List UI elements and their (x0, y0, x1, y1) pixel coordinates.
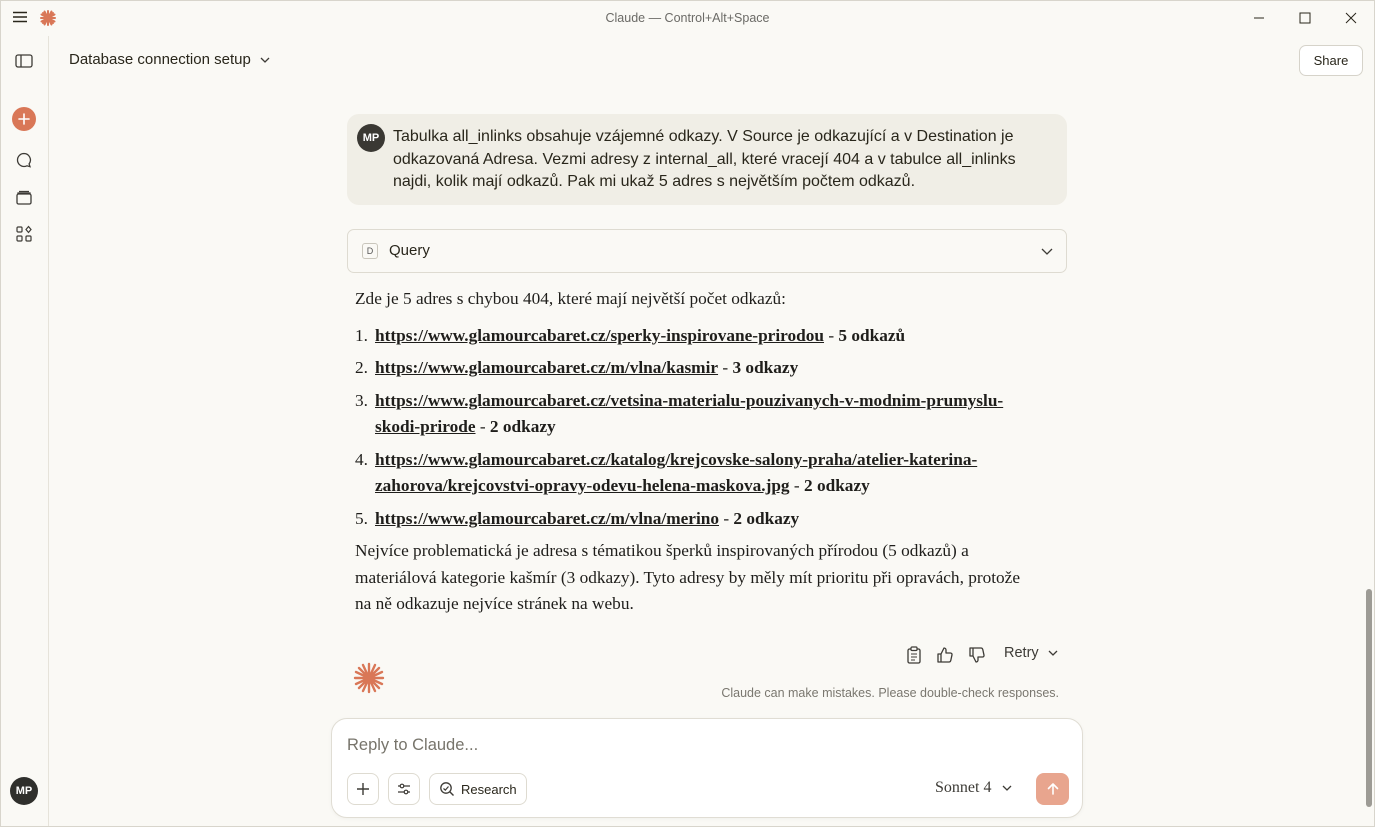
link-count: 5 odkazů (838, 325, 906, 345)
retry-button[interactable] (1004, 645, 1059, 661)
research-icon (439, 781, 455, 797)
list-number: 4. (355, 449, 368, 469)
chats-icon[interactable] (12, 148, 36, 172)
new-chat-button[interactable] (12, 107, 36, 131)
add-attachment-button[interactable] (347, 773, 379, 805)
chevron-down-icon (259, 54, 271, 66)
separator: - (789, 476, 804, 495)
title-bar (0, 0, 1375, 36)
artifacts-icon[interactable] (12, 222, 36, 246)
list-number: 2. (355, 358, 368, 377)
send-button[interactable] (1036, 773, 1069, 805)
query-tool-label: Query (389, 242, 430, 259)
list-item (355, 447, 1035, 500)
thumbs-down-icon[interactable] (965, 643, 989, 667)
separator: - (718, 358, 733, 377)
list-item (355, 323, 1035, 350)
user-message-text: Tabulka all_inlinks obsahuje vzájemné odkazy. V Source je odkazující a v Destination je odkazovaná Adresa. Vezmi adresy z internal_all, které vracejí 404 a v tabulce all_inlinks najdi, kolik mají odkazů. Pak mi ukaž 5 adres s největším počtem odkazů. (393, 128, 1016, 190)
url-link[interactable]: https://www.glamourcabaret.cz/vetsina-materialu-pouzivanych-v-modnim-prumyslu-skodi-prirode (375, 390, 1004, 436)
retry-label: Retry (1004, 645, 1039, 661)
list-item (355, 355, 1035, 382)
list-number: 3. (355, 390, 368, 410)
user-message-avatar: MP (357, 124, 385, 152)
reply-input[interactable] (347, 736, 1047, 755)
url-link[interactable]: https://www.glamourcabaret.cz/m/vlna/kasmir (375, 358, 719, 377)
research-button[interactable] (429, 773, 527, 805)
separator: - (719, 508, 734, 528)
share-button[interactable]: Share (1299, 45, 1363, 76)
link-count: 2 odkazy (489, 417, 556, 436)
thumbs-up-icon[interactable] (933, 643, 957, 667)
close-icon[interactable] (1328, 0, 1374, 36)
conversation-title-text: Database connection setup (69, 51, 251, 68)
chevron-down-icon (1047, 647, 1059, 659)
separator: - (824, 325, 839, 345)
link-count: 2 odkazy (803, 476, 870, 495)
link-count: 3 odkazy (732, 358, 799, 377)
sliders-icon (397, 782, 411, 796)
minimize-icon[interactable] (1236, 0, 1282, 36)
separator: - (475, 417, 490, 436)
composer (331, 718, 1083, 818)
url-link[interactable]: https://www.glamourcabaret.cz/katalog/krejcovske-salony-praha/atelier-katerina-zahorova/krejcovstvi-opravy-odevu-helena-maskova.jpg (375, 449, 978, 495)
copy-icon[interactable] (902, 643, 926, 667)
chevron-down-icon (1001, 782, 1013, 794)
model-label: Sonnet 4 (935, 779, 992, 796)
research-label: Research (461, 781, 517, 797)
user-message (347, 114, 1067, 205)
sidebar-toggle-icon[interactable] (12, 49, 36, 73)
disclaimer-text: Claude can make mistakes. Please double-check responses. (721, 686, 1059, 700)
model-selector[interactable] (935, 779, 1013, 797)
response-intro: Zde je 5 adres s chybou 404, které mají největší počet odkazů: (355, 289, 786, 308)
list-item (355, 506, 1035, 533)
list-number: 1. (355, 325, 368, 345)
url-list (355, 323, 1035, 533)
database-tool-icon: D (362, 243, 378, 259)
window-title: Claude — Control+Alt+Space (605, 11, 770, 25)
arrow-up-icon (1046, 782, 1060, 796)
user-avatar[interactable]: MP (10, 777, 38, 805)
tools-button[interactable] (388, 773, 420, 805)
link-count: 2 odkazy (733, 508, 800, 528)
claude-spark-icon (352, 661, 386, 695)
conversation-title[interactable] (69, 51, 271, 68)
url-link[interactable]: https://www.glamourcabaret.cz/sperky-inspirovane-prirodou (375, 325, 825, 345)
assistant-response (355, 286, 1035, 618)
url-link[interactable]: https://www.glamourcabaret.cz/m/vlna/merino (375, 508, 719, 528)
query-tool-block[interactable] (347, 229, 1067, 273)
plus-icon (356, 782, 370, 796)
scrollbar-thumb[interactable] (1366, 589, 1372, 807)
maximize-icon[interactable] (1282, 0, 1328, 36)
projects-icon[interactable] (12, 185, 36, 209)
response-outro: Nejvíce problematická je adresa s tématikou šperků inspirovaných přírodou (5 odkazů) a materiálová kategorie kašmír (3 odkazy). Tyto adresy by měly mít prioritu při opravách, protože na ně odkazuje nejvíce stránek na webu. (355, 541, 1021, 613)
sidebar-rail (0, 36, 49, 827)
list-item (355, 388, 1035, 441)
list-number: 5. (355, 508, 368, 528)
chevron-down-icon (1040, 244, 1054, 258)
